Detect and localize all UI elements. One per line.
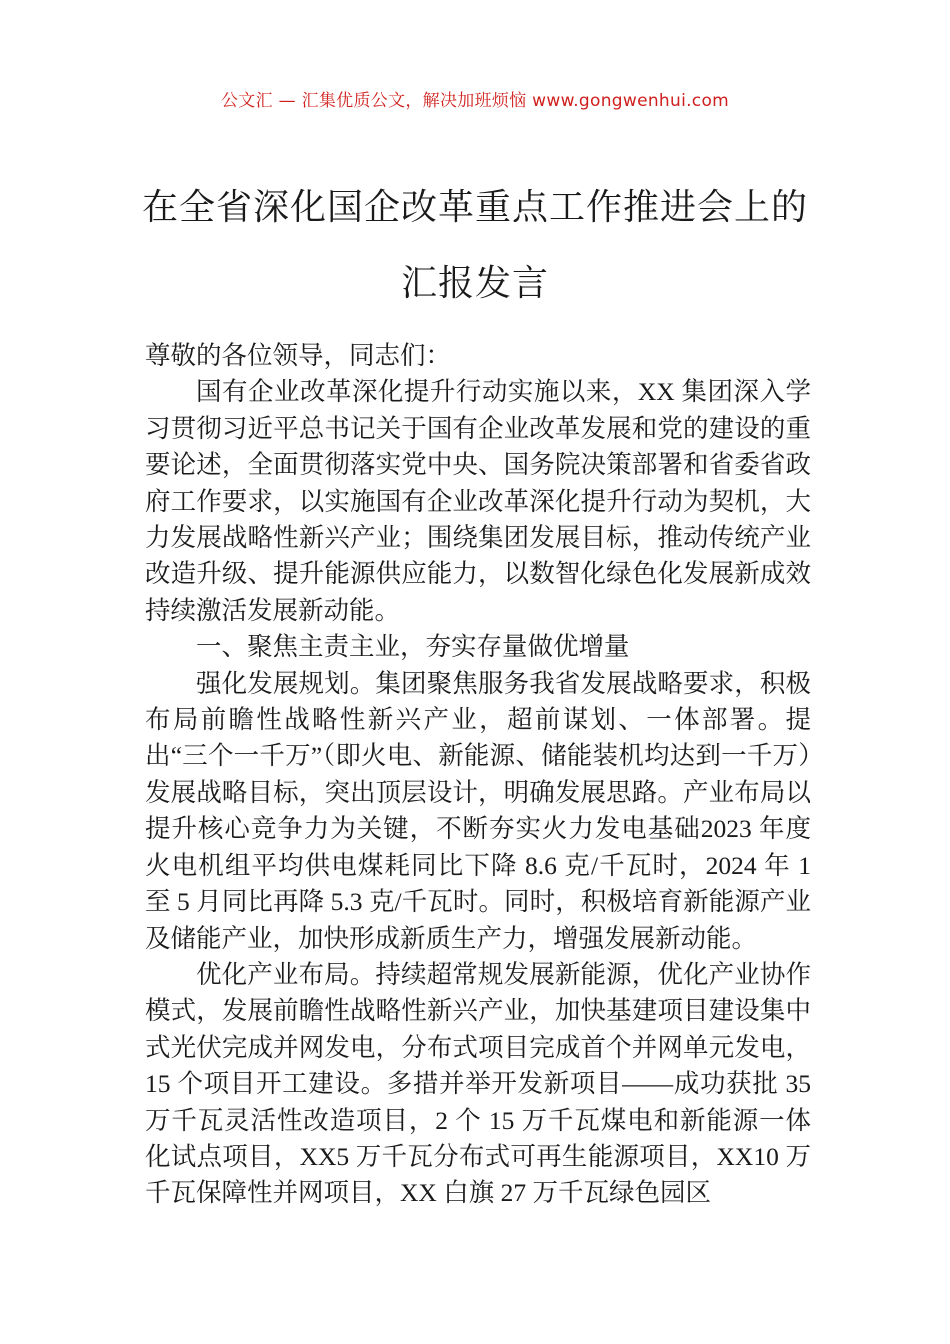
- title-line-1: 在全省深化国企改革重点工作推进会上的: [141, 187, 808, 228]
- paragraph-planning: 强化发展规划。集团聚焦服务我省发展战略要求，积极布局前瞻性战略性新兴产业，超前谋划、一体部署。提出“三个一千万”（即火电、新能源、储能装机均达到一千万）发展战略目标，突出顶层设计，明确发展思路。产业布局以提升核心竞争力为关键，不断夯实火力发电基础2023 年度火电机组平均供电煤耗同比下降 8.6 克/千瓦时，2024 年 1 至 5 月同比再降 5.3 克/千瓦时。同时，积极培育新能源产业及储能产业，加快形成新质生产力，增强发展新动能。: [145, 668, 811, 953]
- paragraph-layout: 优化产业布局。持续超常规发展新能源，优化产业协作模式，发展前瞻性战略性新兴产业，加快基建项目建设集中式光伏完成并网发电，分布式项目完成首个并网单元发电，15 个项目开工建设。多措并举开发新项目——成功获批 35 万千瓦灵活性改造项目，2 个 15 万千瓦煤电和新能源一体化试点项目，XX5 万千瓦分布式可再生能源项目，XX10 万千瓦保障性并网项目，XX 白旗 27 万千瓦绿色园区: [145, 959, 811, 1208]
- document-title: [110, 170, 840, 322]
- section-heading: 一、聚焦主责主业，夯实存量做优增量: [196, 632, 630, 662]
- title-line-2: 汇报发言: [400, 263, 549, 304]
- document-body: [145, 338, 811, 1212]
- watermark-header: 公文汇 — 汇集优质公文，解决加班烦恼 www.gongwenhui.com: [220, 91, 730, 111]
- salutation: 尊敬的各位领导，同志们：: [145, 341, 452, 370]
- paragraph-intro: 国有企业改革深化提升行动实施以来，XX 集团深入学习贯彻习近平总书记关于国有企业改革发展和党的建设的重要论述，全面贯彻落实党中央、国务院决策部署和省委省政府工作要求，以实施国有企业改革深化提升行动为契机，大力发展战略性新兴产业；围绕集团发展目标，推动传统产业改造升级、提升能源供应能力，以数智化绿色化发展新成效持续激活发展新动能。: [145, 377, 811, 625]
